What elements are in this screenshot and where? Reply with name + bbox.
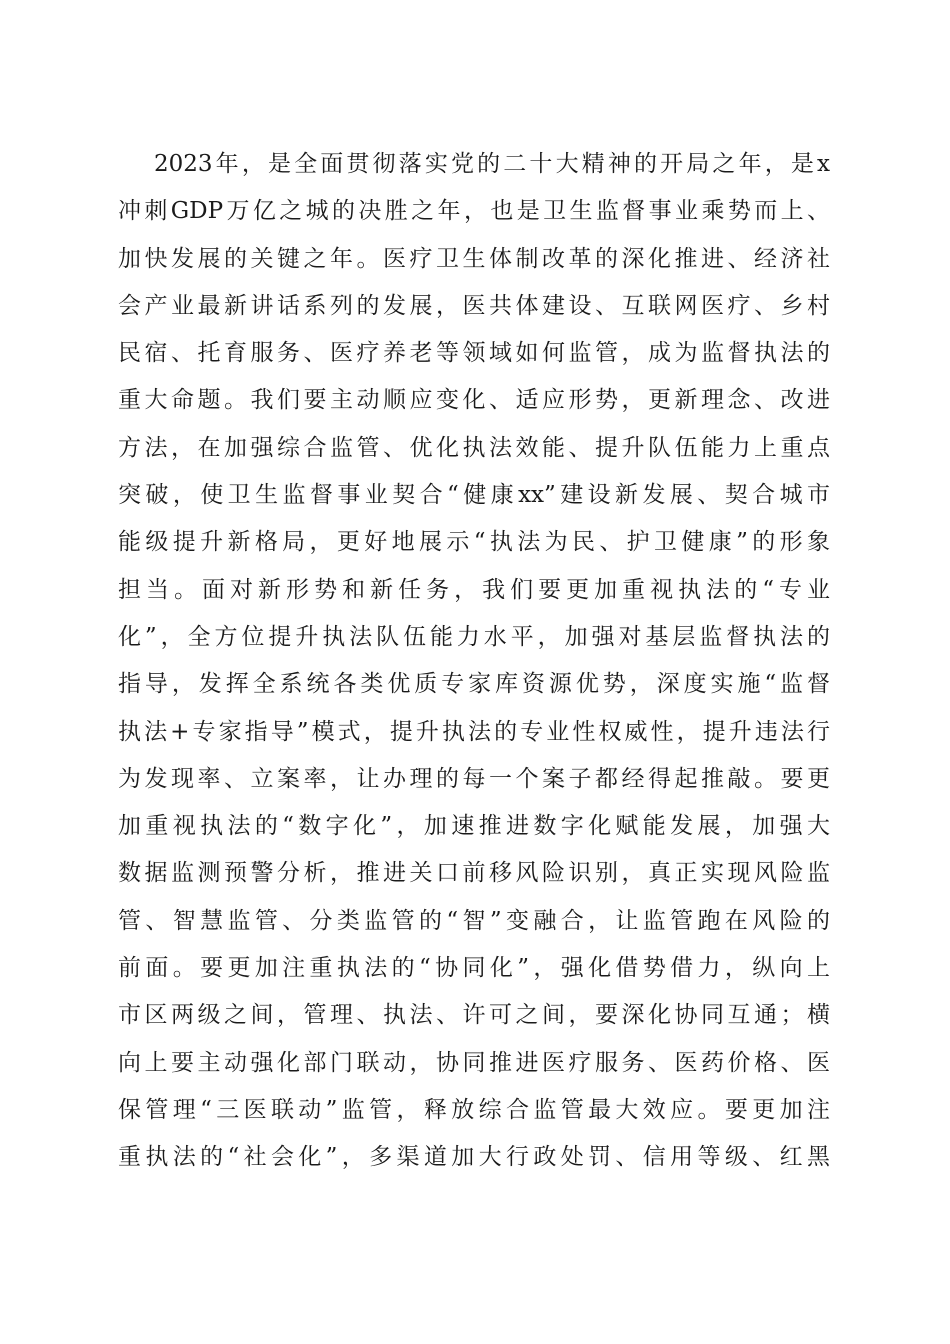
paragraph-line: 重大命题。我们要主动顺应变化、适应形势，更新理念、改进 [118, 387, 830, 414]
paragraph-line: 方法，在加强综合监管、优化执法效能、提升队伍能力上重点 [118, 434, 830, 461]
paragraph-line: 加快发展的关键之年。医疗卫生体制改革的深化推进、经济社 [118, 245, 830, 272]
paragraph-line: 化”，全方位提升执法队伍能力水平，加强对基层监督执法的 [118, 623, 830, 650]
paragraph-line: 能级提升新格局，更好地展示“执法为民、护卫健康”的形象 [118, 529, 830, 556]
paragraph-line: 会产业最新讲话系列的发展，医共体建设、互联网医疗、乡村 [118, 292, 830, 319]
paragraph-line: 冲刺GDP万亿之城的决胜之年，也是卫生监督事业乘势而上、 [118, 198, 830, 225]
paragraph-line: 管、智慧监管、分类监管的“智”变融合，让监管跑在风险的 [118, 907, 830, 934]
paragraph-line: 向上要主动强化部门联动，协同推进医疗服务、医药价格、医 [118, 1049, 830, 1076]
paragraph-line: 市区两级之间，管理、执法、许可之间，要深化协同互通；横 [118, 1002, 830, 1029]
body-paragraph [118, 141, 830, 1182]
paragraph-line: 为发现率、立案率，让办理的每一个案子都经得起推敲。要更 [118, 765, 830, 792]
paragraph-line: 保管理“三医联动”监管，释放综合监管最大效应。要更加注 [118, 1096, 830, 1123]
paragraph-line: 数据监测预警分析，推进关口前移风险识别，真正实现风险监 [118, 860, 830, 887]
paragraph-line: 加重视执法的“数字化”，加速推进数字化赋能发展，加强大 [118, 813, 830, 840]
paragraph-line: 前面。要更加注重执法的“协同化”，强化借势借力，纵向上 [118, 955, 830, 982]
paragraph-line: 突破，使卫生监督事业契合“健康xx”建设新发展、契合城市 [118, 482, 830, 509]
paragraph-line: 重执法的“社会化”，多渠道加大行政处罚、信用等级、红黑 [118, 1144, 830, 1171]
paragraph-line: 民宿、托育服务、医疗养老等领域如何监管，成为监督执法的 [118, 340, 830, 367]
paragraph-line: 担当。面对新形势和新任务，我们要更加重视执法的“专业 [118, 576, 830, 603]
paragraph-line: 执法+专家指导”模式，提升执法的专业性权威性，提升违法行 [118, 718, 830, 745]
paragraph-line: 2023年，是全面贯彻落实党的二十大精神的开局之年，是x [154, 151, 830, 177]
paragraph-line: 指导，发挥全系统各类优质专家库资源优势，深度实施“监督 [118, 671, 830, 698]
